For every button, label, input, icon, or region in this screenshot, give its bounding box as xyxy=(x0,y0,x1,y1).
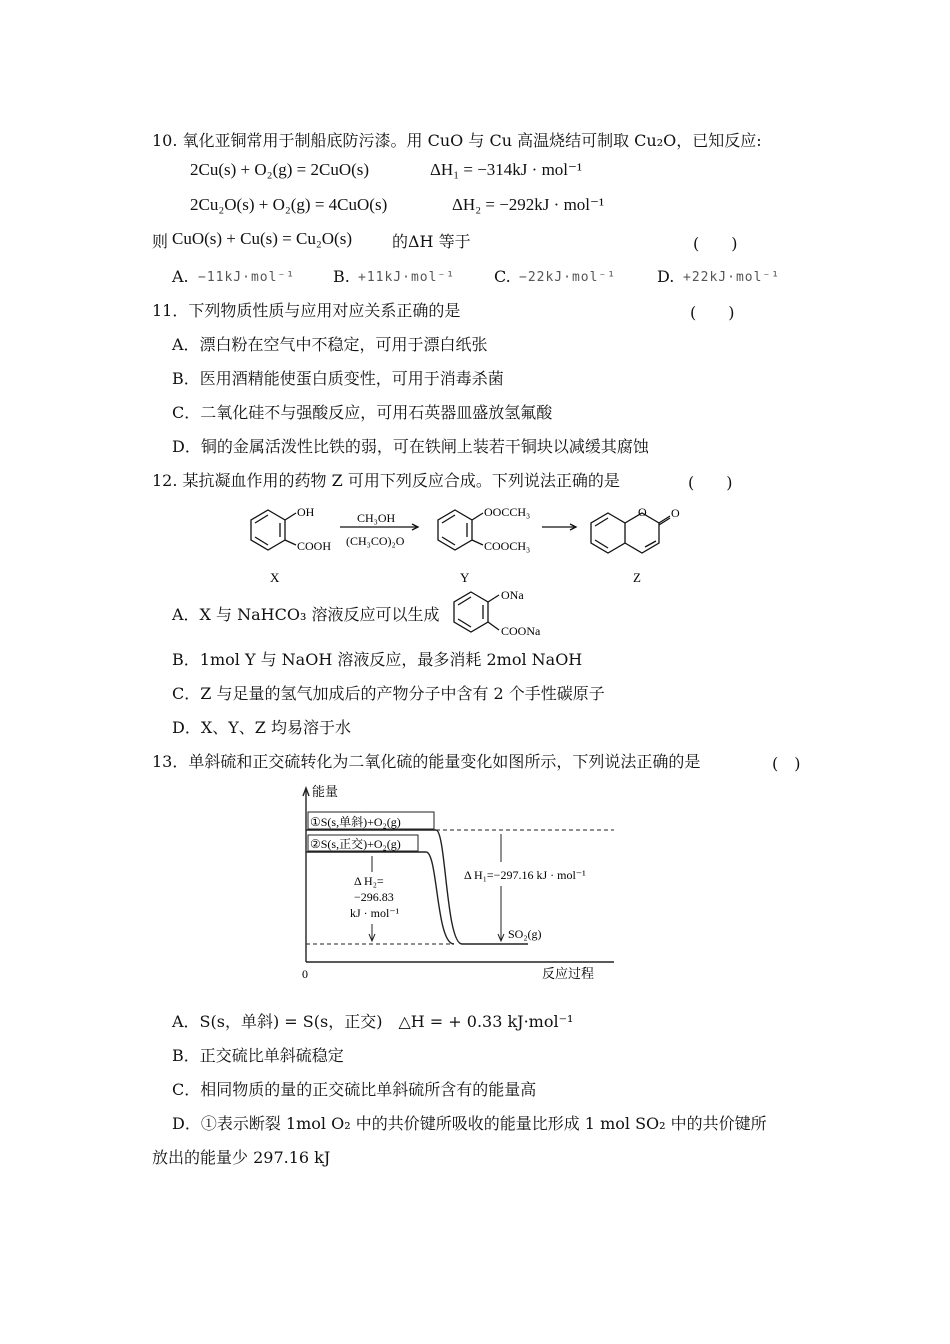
q10-enthalpy-1: ΔH₁ = −314kJ · mol⁻¹ xyxy=(430,160,583,179)
q12-label-z: Z xyxy=(633,570,641,585)
q13-x-axis-label: 反应过程 xyxy=(542,966,595,981)
q11-stem: 11．下列物质性质与应用对应关系正确的是 xyxy=(152,301,461,320)
q10-option-a-label: A. xyxy=(172,267,189,286)
q13-dh2-line-1: Δ H₂= xyxy=(354,874,384,888)
q10-ask-equation: CuO(s) + Cu(s) = Cu₂O(s) xyxy=(172,229,352,248)
q10-option-a: −11kJ·mol⁻¹ xyxy=(198,270,296,285)
q12-x-cooh: COOH xyxy=(297,539,332,553)
q10-ask-prefix: 则 xyxy=(152,232,169,251)
q12-y-cooch3: COOCH₃ xyxy=(484,539,531,553)
q10-equation-2: 2Cu₂O(s) + O₂(g) = 4CuO(s) xyxy=(190,195,388,214)
q12-option-a-coona: COONa xyxy=(501,624,541,638)
q10-option-c-label: C. xyxy=(494,267,511,286)
q11-option-a: A．漂白粉在空气中不稳定，可用于漂白纸张 xyxy=(172,335,488,354)
q13-dh2-line-2: −296.83 xyxy=(354,890,394,904)
q12-z-carbonyl-oxygen: O xyxy=(671,506,680,520)
q10-option-b: +11kJ·mol⁻¹ xyxy=(358,270,456,285)
q12-option-a: A．X 与 NaHCO₃ 溶液反应可以生成 xyxy=(172,605,440,624)
q10-enthalpy-2: ΔH₂ = −292kJ · mol⁻¹ xyxy=(452,195,605,214)
q12-option-a-ona: ONa xyxy=(501,588,524,602)
q12-answer-paren: ( ) xyxy=(688,473,733,492)
q12-reagent-1: CH₃OH xyxy=(357,511,396,525)
q12-z-ring-oxygen: O xyxy=(638,505,647,519)
q13-level-1: ①S(s,单斜)+O₂(g) xyxy=(310,815,401,829)
q10-stem: 10. 氧化亚铜常用于制船底防污漆。用 CuO 与 Cu 高温烧结可制取 Cu₂O，已知反应: xyxy=(152,131,762,150)
q13-option-c: C．相同物质的量的正交硫比单斜硫所含有的能量高 xyxy=(172,1080,537,1099)
q13-product-label: SO₂(g) xyxy=(508,927,542,941)
q10-answer-paren: ( ) xyxy=(693,234,738,253)
q13-y-axis-label: 能量 xyxy=(312,784,339,799)
q12-reaction-scheme xyxy=(240,498,710,590)
q12-reagent-2: (CH₃CO)₂O xyxy=(346,534,405,548)
q10-equation-1: 2Cu(s) + O₂(g) = 2CuO(s) xyxy=(190,160,370,179)
q12-y-ooccch3: OOCCH₃ xyxy=(484,505,531,519)
q12-stem: 12. 某抗凝血作用的药物 Z 可用下列反应合成。下列说法正确的是 xyxy=(152,471,620,490)
q13-dh2-line-3: kJ · mol⁻¹ xyxy=(350,906,400,920)
q13-option-d-line-2: 放出的能量少 297.16 kJ xyxy=(152,1148,331,1167)
q13-option-d-line-1: D．①表示断裂 1mol O₂ 中的共价键所吸收的能量比形成 1 mol SO₂ 中的共价键所 xyxy=(172,1114,767,1133)
q10-ask-suffix: 的ΔH 等于 xyxy=(392,232,471,251)
q11-option-c: C．二氧化硅不与强酸反应，可用石英器皿盛放氢氟酸 xyxy=(172,403,553,422)
q10-option-c: −22kJ·mol⁻¹ xyxy=(519,270,617,285)
q11-answer-paren: ( ) xyxy=(690,303,735,322)
q12-option-b: B．1mol Y 与 NaOH 溶液反应，最多消耗 2mol NaOH xyxy=(172,650,583,669)
q10-option-b-label: B. xyxy=(333,267,350,286)
q13-stem: 13．单斜硫和正交硫转化为二氧化硫的能量变化如图所示，下列说法正确的是 xyxy=(152,752,701,771)
q13-option-b: B．正交硫比单斜硫稳定 xyxy=(172,1046,344,1065)
q12-label-y: Y xyxy=(460,570,470,585)
q13-origin: 0 xyxy=(302,967,308,981)
q13-dh1-label: Δ H₁=−297.16 kJ · mol⁻¹ xyxy=(464,868,586,882)
q12-option-a-structure xyxy=(446,584,566,642)
q13-answer-paren: ( ) xyxy=(772,754,801,773)
q13-level-2: ②S(s,正交)+O₂(g) xyxy=(310,837,401,851)
q13-energy-diagram xyxy=(296,784,626,984)
q10-option-d: +22kJ·mol⁻¹ xyxy=(683,270,781,285)
q11-option-b: B．医用酒精能使蛋白质变性，可用于消毒杀菌 xyxy=(172,369,504,388)
q12-label-x: X xyxy=(270,570,280,585)
q13-option-a: A．S(s，单斜) = S(s，正交) △H = + 0.33 kJ·mol⁻¹ xyxy=(172,1012,574,1031)
q11-option-d: D．铜的金属活泼性比铁的弱，可在铁闸上装若干铜块以减缓其腐蚀 xyxy=(172,437,649,456)
q12-option-d: D．X、Y、Z 均易溶于水 xyxy=(172,718,351,737)
q12-x-oh: OH xyxy=(297,505,315,519)
q10-option-d-label: D. xyxy=(657,267,675,286)
q12-option-c: C．Z 与足量的氢气加成后的产物分子中含有 2 个手性碳原子 xyxy=(172,684,605,703)
